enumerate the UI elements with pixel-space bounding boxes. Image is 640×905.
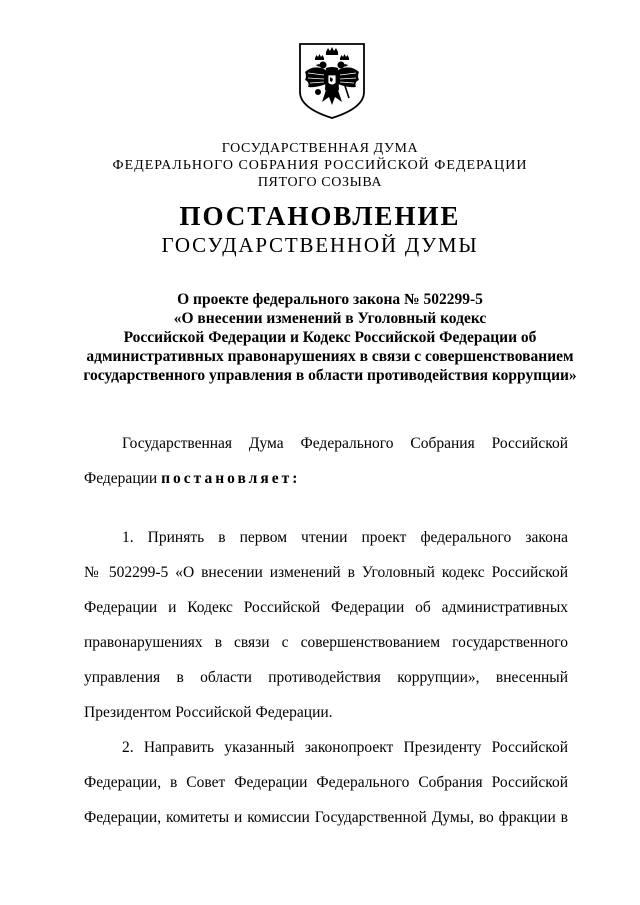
item1-line: № 502299-5 «О внесении изменений в Уголовный кодекс Российской xyxy=(84,564,568,581)
document-subtitle: ГОСУДАРСТВЕННОЙ ДУМЫ xyxy=(161,233,479,257)
subject-line: Российской Федерации и Кодекс Российской Федерации об xyxy=(123,329,537,346)
item1-line: Федерации и Кодекс Российской Федерации об административных xyxy=(84,599,568,616)
preamble-line-1: Государственная Дума Федерального Собрания Российской xyxy=(122,435,568,452)
preamble-line-2 xyxy=(84,469,568,489)
item1-line: правонарушениях в связи с совершенствованием государственного xyxy=(84,634,568,651)
preamble-subject: Федерации xyxy=(84,470,158,487)
item2-line: Федерации, в Совет Федерации Федерального Собрания Российской xyxy=(84,774,568,791)
subject-line: «О внесении изменений в Уголовный кодекс xyxy=(173,310,487,327)
subject-line: административных правонарушениях в связи с совершенствованием xyxy=(86,348,574,365)
item1-line: управления в области противодействия коррупции», внесенный xyxy=(84,669,568,686)
item1-line: 1. Принять в первом чтении проект федерального закона xyxy=(122,529,568,546)
header-line-2: ФЕДЕРАЛЬНОГО СОБРАНИЯ РОССИЙСКОЙ ФЕДЕРАЦИИ xyxy=(112,158,528,173)
item2-line: Федерации, комитеты и комиссии Государственной Думы, во фракции в xyxy=(84,809,568,826)
item1-line: Президентом Российской Федерации. xyxy=(84,704,333,721)
header-line-1: ГОСУДАРСТВЕННАЯ ДУМА xyxy=(221,141,419,156)
document-type-title: ПОСТАНОВЛЕНИЕ xyxy=(179,201,461,231)
subject-line: государственного управления в области противодействия коррупции» xyxy=(83,367,577,384)
document-subject xyxy=(60,290,600,385)
item2-line: 2. Направить указанный законопроект Президенту Российской xyxy=(122,739,568,756)
subject-line: О проекте федерального закона № 502299-5 xyxy=(177,291,483,308)
preamble-verb: постановляет: xyxy=(161,470,301,487)
header-line-3: ПЯТОГО СОЗЫВА xyxy=(257,175,383,190)
coat-of-arms-icon xyxy=(296,42,368,120)
